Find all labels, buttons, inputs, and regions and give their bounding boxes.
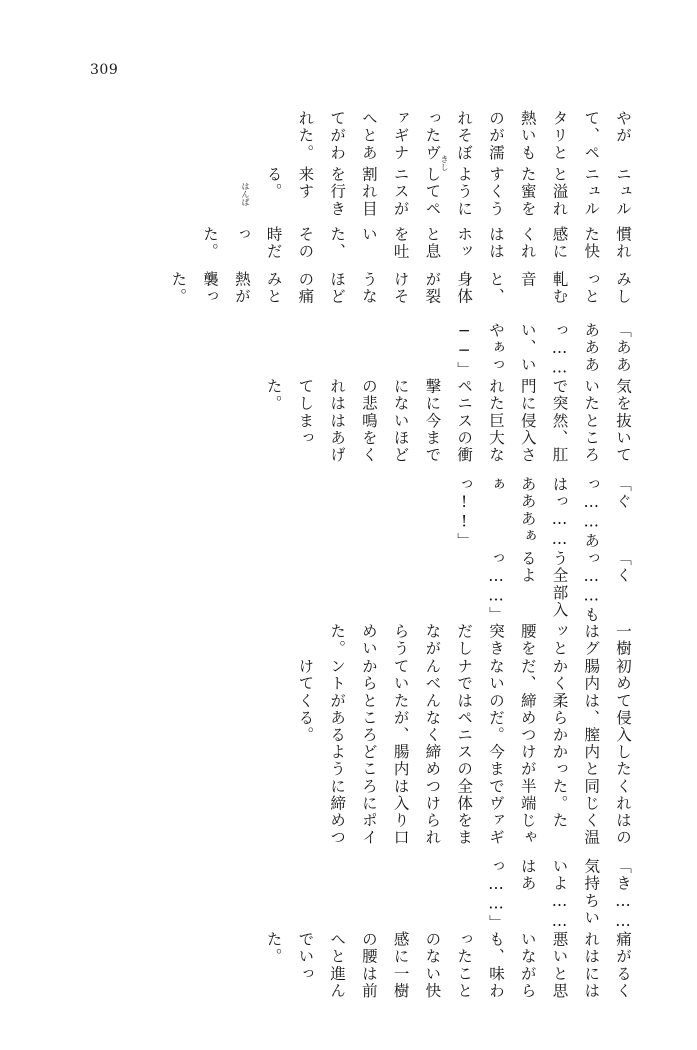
paragraph: 一樹はグッと腰を突きだしながらうめいた。 (328, 623, 632, 658)
paragraph: 慣れた快感にくれははホッと息を吐いた、その時だった。 (201, 225, 632, 260)
paragraph: みしっと軋む音と、身体が裂けそうなほどの痛みと熱が襲った。 (169, 271, 632, 306)
ruby-annotation: はんぱ (241, 182, 250, 206)
paragraph: やがて、ペタリと熱いものが濡れそぼったヴァギナへとあてがわれた。 (296, 110, 632, 162)
ruby-annotation: きし (440, 155, 449, 171)
paragraph: 「ぐっ……あはっ……あああぁぁっ!!」 (455, 476, 632, 550)
page-body-text (60, 110, 638, 1010)
paragraph: 「あああああっ……い、いやぁっ──」 (455, 321, 632, 379)
paragraph: 「き……気持ちいいよ……はあっ……」 (486, 857, 632, 932)
paragraph: 痛がるくれはには悪いと思いながらも、味わったことのない快感に一樹の腰は前へと進んでいった。 (264, 931, 632, 1000)
page-number: 309 (90, 62, 119, 78)
paragraph: 初めて侵入したくれはの腸内は、膣内と同じく温かく柔らかかった。ただ、締めつけが半端じゃないのだ。今までヴァギナではペニスの全体をまんべんなく締めつけられていたが、腸内は入り口からところどころにポイントがあるように締めつけてくる。 (296, 658, 632, 847)
paragraph: 「くっ……もう全部入るよっ……」 (486, 549, 632, 624)
paragraph: ニュルニュルと溢れた蜜をすくうようにしてペニスが割れ目を行き来する。 (264, 166, 632, 218)
paragraph: 気を抜いていたところで突然、肛門に侵入された巨大なペニスの衝撃に今までにないほどの悲鳴をくれははあげてしまった。 (264, 378, 632, 464)
